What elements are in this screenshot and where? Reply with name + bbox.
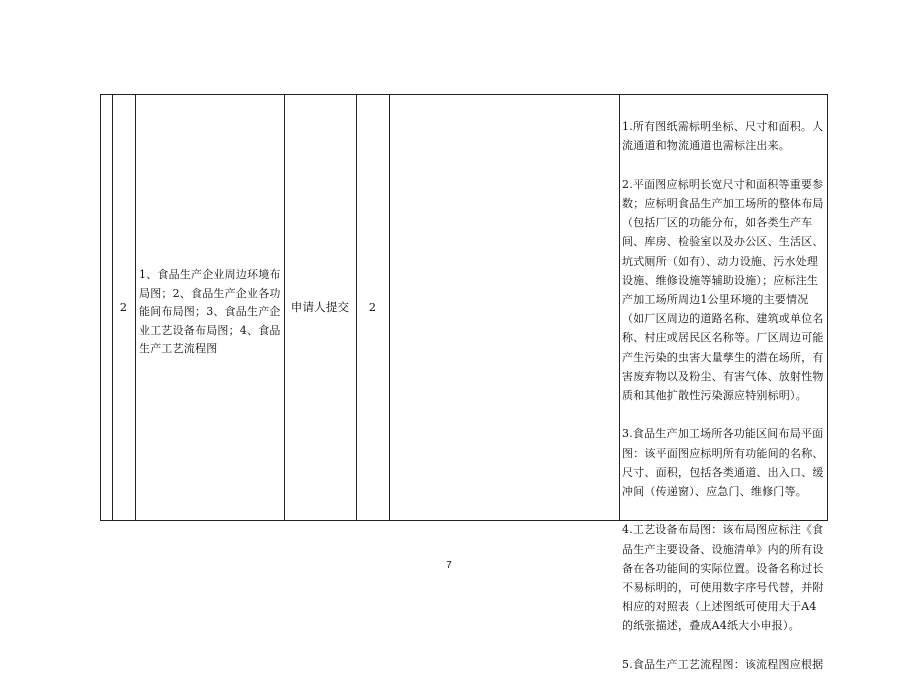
copies-cell bbox=[356, 94, 389, 521]
requirement-item: 2.平面图应标明长宽尺寸和面积等重要参数；应标明食品生产加工场所的整体布局（包括厂区的功能分布，如各类生产车间、库房、检验室以及办公区、生活区、坑式厕所（如有）、动力设施、污水处理设施、维修设施等辅助设施）；应标注生产加工场所周边1公里环境的主要情况（如厂区周边的道路名称、建筑或单位名称、村庄或居民区名称等。厂区周边可能产生污染的虫害大量孳生的潜在场所，有害废弃物以及粉尘、有害气体、放射性物质和其他扩散性污染源应特别标明）。 bbox=[622, 177, 824, 403]
source-text: 申请人提交 bbox=[290, 299, 350, 314]
table-column-divider bbox=[619, 94, 620, 521]
requirement-item: 3.食品生产加工场所各功能区间布局平面图：该平面图应标明所有功能间的名称、尺寸、面积，包括各类通道、出入口、缓冲间（传递窗）、应急门、维修门等。 bbox=[622, 427, 824, 499]
source-cell bbox=[284, 94, 356, 521]
materials-cell bbox=[139, 266, 281, 359]
requirements-cell bbox=[622, 98, 825, 671]
copies-text: 2 bbox=[368, 299, 377, 314]
requirement-item: 4.工艺设备布局图：该布局图应标注《食品生产主要设备、设施清单》内的所有设备在各功能间的实际位置。设备名称过长不易标明的，可使用数字序号代替，并附相应的对照表（上述图纸可使用大于A4的纸张描述，叠成A4纸大小申报）。 bbox=[622, 523, 824, 633]
table-column-divider bbox=[389, 94, 390, 521]
table-column-divider bbox=[135, 94, 136, 521]
requirement-item: 5.食品生产工艺流程图：该流程图应根据 bbox=[622, 657, 824, 671]
row-index: 2 bbox=[119, 299, 128, 314]
page-number: 7 bbox=[446, 560, 452, 571]
materials-text: 1、食品生产企业周边环境布局图；2、食品生产企业各功能间布局图；3、食品生产企业工艺设备布局图；4、食品生产工艺流程图 bbox=[139, 268, 281, 355]
requirement-item: 1.所有图纸需标明坐标、尺寸和面积。人流通道和物流通道也需标注出来。 bbox=[622, 120, 824, 153]
row-index-cell bbox=[112, 94, 135, 521]
